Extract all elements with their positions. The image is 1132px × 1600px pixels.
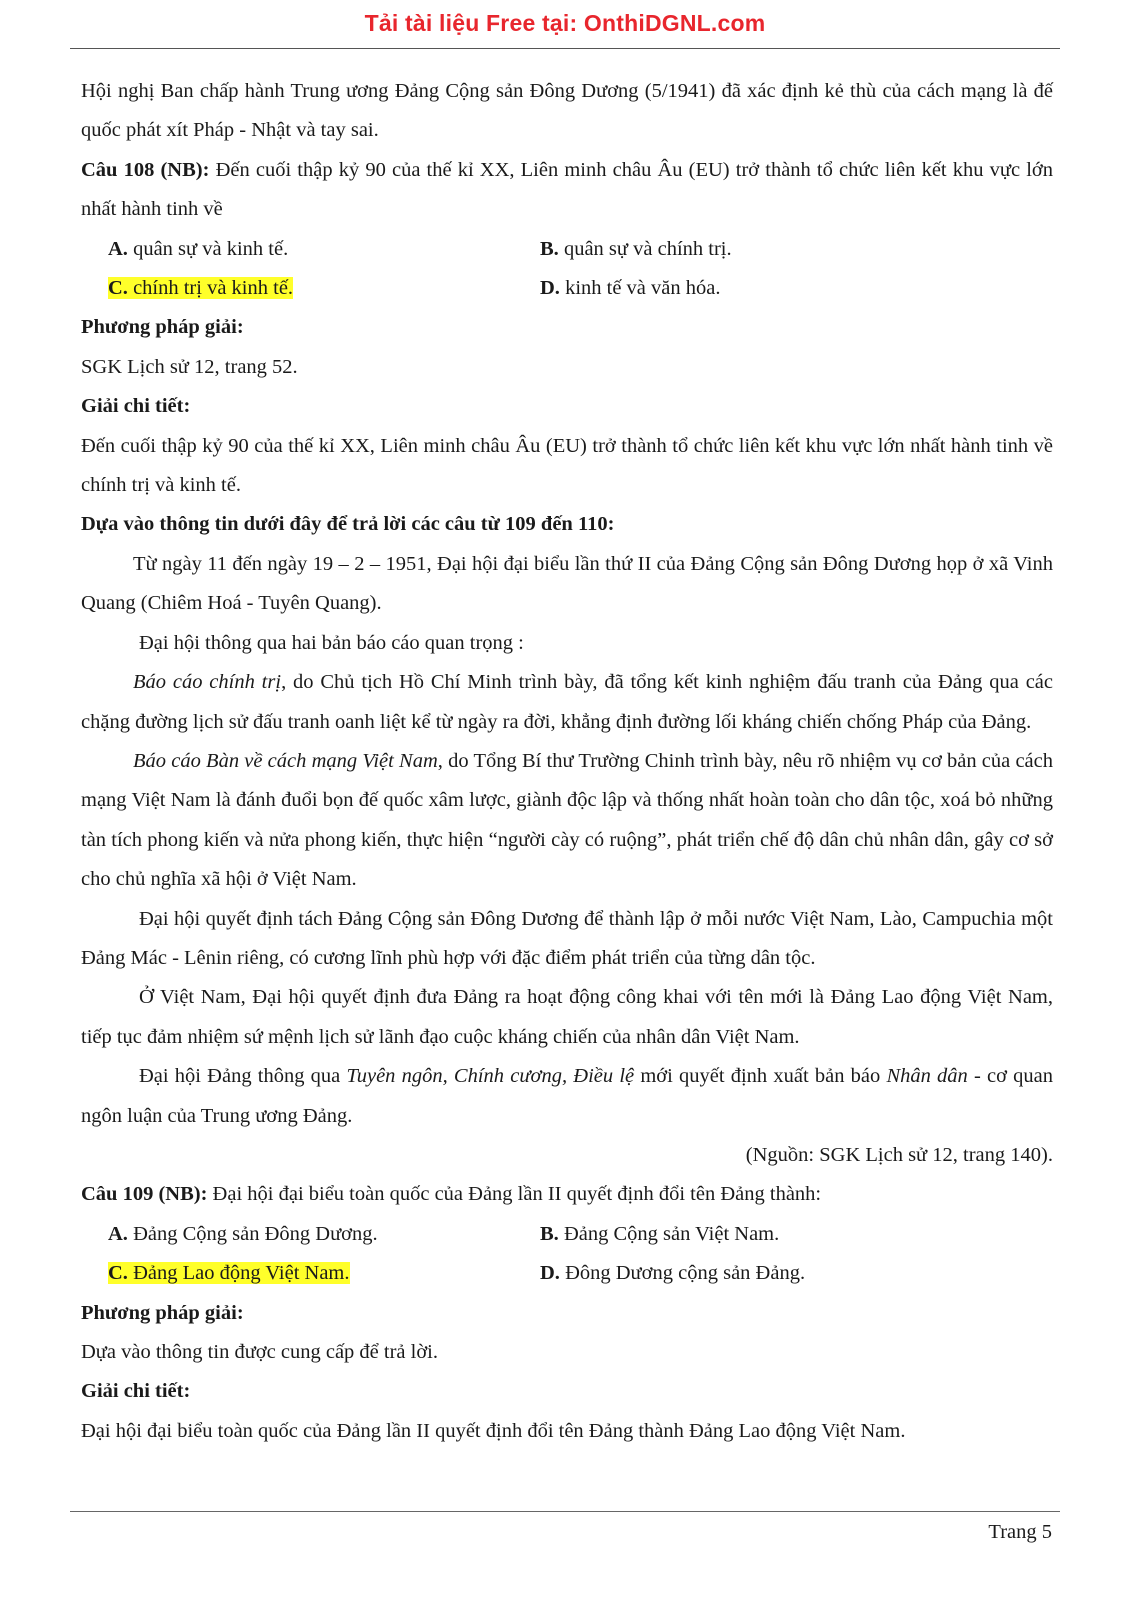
newspaper-title: Nhân dân bbox=[886, 1065, 968, 1088]
document-body bbox=[81, 72, 1053, 1451]
passage-paragraph: Đại hội thông qua hai bản báo cáo quan trọng : bbox=[139, 631, 524, 654]
answer-highlight bbox=[108, 277, 293, 299]
option-text: chính trị và kinh tế. bbox=[127, 277, 294, 300]
option-c-correct[interactable] bbox=[108, 269, 540, 308]
detail-heading: Giải chi tiết: bbox=[81, 1380, 191, 1403]
method-text: Dựa vào thông tin được cung cấp để trả lời. bbox=[81, 1341, 438, 1363]
document-titles: Tuyên ngôn, Chính cương, Điều lệ bbox=[346, 1065, 635, 1088]
passage-paragraph bbox=[81, 1057, 1053, 1136]
method-heading: Phương pháp giải: bbox=[81, 316, 244, 339]
option-key: D. bbox=[540, 1262, 560, 1285]
method-heading: Phương pháp giải: bbox=[81, 1301, 244, 1324]
option-text: Đảng Cộng sản Việt Nam. bbox=[558, 1222, 780, 1245]
option-key: C. bbox=[108, 277, 128, 300]
option-key: A. bbox=[108, 1222, 128, 1245]
option-a[interactable] bbox=[108, 1215, 540, 1254]
option-key: B. bbox=[540, 1222, 559, 1245]
option-key: B. bbox=[540, 237, 559, 260]
passage-paragraph: Ở Việt Nam, Đại hội quyết định đưa Đảng ra hoạt động công khai với tên mới là Đảng Lao động Việt Nam, tiếp tục đảm nhiệm sứ mệnh lịch sử lãnh đạo cuộc kháng chiến của nhân dân Việt Nam. bbox=[81, 986, 1053, 1048]
option-key: A. bbox=[108, 237, 128, 260]
option-b[interactable] bbox=[540, 230, 972, 269]
question-108-stem bbox=[81, 151, 1053, 230]
option-text: kinh tế và văn hóa. bbox=[559, 277, 721, 300]
method-text: SGK Lịch sử 12, trang 52. bbox=[81, 355, 298, 378]
option-b[interactable] bbox=[540, 1215, 972, 1254]
passage-text: , do Chủ tịch Hồ Chí Minh trình bày, đã tổng kết kinh nghiệm đấu tranh của Đảng qua các chặng đường lịch sử đấu tranh oanh liệt kể từ ngày ra đời, khẳng định đường lối kháng chiến chống Pháp của Đảng. bbox=[81, 671, 1053, 733]
options-row bbox=[81, 269, 1053, 308]
question-108 bbox=[81, 151, 1053, 506]
question-108-text: Đến cuối thập kỷ 90 của thế kỉ XX, Liên minh châu Âu (EU) trở thành tổ chức liên kết khu vực lớn nhất hành tinh về bbox=[81, 158, 1054, 221]
intro-paragraph: Hội nghị Ban chấp hành Trung ương Đảng Cộng sản Đông Dương (5/1941) đã xác định kẻ thù của cách mạng là đế quốc phát xít Pháp - Nhật và tay sai. bbox=[81, 80, 1053, 142]
detail-text: Đến cuối thập kỷ 90 của thế kỉ XX, Liên minh châu Âu (EU) trở thành tổ chức liên kết khu vực lớn nhất hành tinh về chính trị và kinh tế. bbox=[81, 434, 1053, 497]
question-108-label: Câu 108 (NB): bbox=[81, 158, 210, 181]
option-text: quân sự và chính trị. bbox=[558, 237, 732, 260]
page-number: Trang 5 bbox=[988, 1521, 1052, 1543]
report-title: Báo cáo Bàn về cách mạng Việt Nam bbox=[133, 749, 438, 772]
passage-text: Đại hội Đảng thông qua bbox=[139, 1065, 347, 1088]
option-c-correct[interactable] bbox=[108, 1254, 540, 1293]
passage-source: (Nguồn: SGK Lịch sử 12, trang 140). bbox=[745, 1143, 1053, 1166]
passage-text: mới quyết định xuất bản báo bbox=[634, 1065, 887, 1088]
passage-text: , do Tổng Bí thư Trường Chinh trình bày, nêu rõ nhiệm vụ cơ bản của cách mạng Việt Nam là đánh đuổi bọn đế quốc xâm lược, giành độc lập và thống nhất hoàn toàn cho dân tộc, xoá bỏ những tàn tích phong kiến và nửa phong kiến, thực hiện “người cày có ruộng”, phát triển chế độ dân chủ nhân dân, gây cơ sở cho chủ nghĩa xã hội ở Việt Nam. bbox=[81, 749, 1054, 891]
option-a[interactable] bbox=[108, 230, 540, 269]
download-banner[interactable]: Tải tài liệu Free tại: OnthiDGNL.com bbox=[364, 10, 766, 36]
option-d[interactable] bbox=[540, 1254, 972, 1293]
option-key: D. bbox=[540, 277, 560, 300]
passage-paragraph: Đại hội quyết định tách Đảng Cộng sản Đông Dương để thành lập ở mỗi nước Việt Nam, Lào, Campuchia một Đảng Mác - Lênin riêng, có cương lĩnh phù hợp với đặc điểm phát triển của từng dân tộc. bbox=[81, 907, 1053, 969]
reading-passage bbox=[81, 505, 1053, 1175]
option-text: Đông Dương cộng sản Đảng. bbox=[559, 1262, 806, 1285]
detail-text: Đại hội đại biểu toàn quốc của Đảng lần II quyết định đổi tên Đảng thành Đảng Lao động Việt Nam. bbox=[81, 1419, 906, 1442]
options-row bbox=[81, 1254, 1053, 1293]
passage-heading: Dựa vào thông tin dưới đây để trả lời các câu từ 109 đến 110: bbox=[81, 513, 615, 536]
passage-paragraph bbox=[81, 742, 1053, 900]
question-109 bbox=[81, 1175, 1053, 1451]
passage-paragraph bbox=[81, 663, 1053, 742]
option-text: Đảng Cộng sản Đông Dương. bbox=[127, 1222, 378, 1245]
footer-divider bbox=[70, 1511, 1060, 1512]
page-header bbox=[70, 4, 1060, 49]
answer-highlight bbox=[108, 1262, 350, 1284]
question-109-text: Đại hội đại biểu toàn quốc của Đảng lần II quyết định đổi tên Đảng thành: bbox=[207, 1183, 822, 1206]
option-d[interactable] bbox=[540, 269, 972, 308]
option-text: Đảng Lao động Việt Nam. bbox=[127, 1262, 350, 1285]
option-text: quân sự và kinh tế. bbox=[127, 237, 289, 260]
passage-paragraph: Từ ngày 11 đến ngày 19 – 2 – 1951, Đại hội đại biểu lần thứ II của Đảng Cộng sản Đông Dương họp ở xã Vinh Quang (Chiêm Hoá - Tuyên Quang). bbox=[81, 552, 1053, 615]
report-title: Báo cáo chính trị bbox=[133, 671, 282, 694]
option-key: C. bbox=[108, 1262, 128, 1285]
question-109-label: Câu 109 (NB): bbox=[81, 1183, 208, 1206]
options-row bbox=[81, 230, 1053, 269]
question-109-stem bbox=[81, 1175, 1053, 1214]
passage-text: - cơ quan ngôn luận của Trung ương Đảng. bbox=[81, 1065, 1054, 1127]
options-row bbox=[81, 1215, 1053, 1254]
detail-heading: Giải chi tiết: bbox=[81, 395, 191, 418]
